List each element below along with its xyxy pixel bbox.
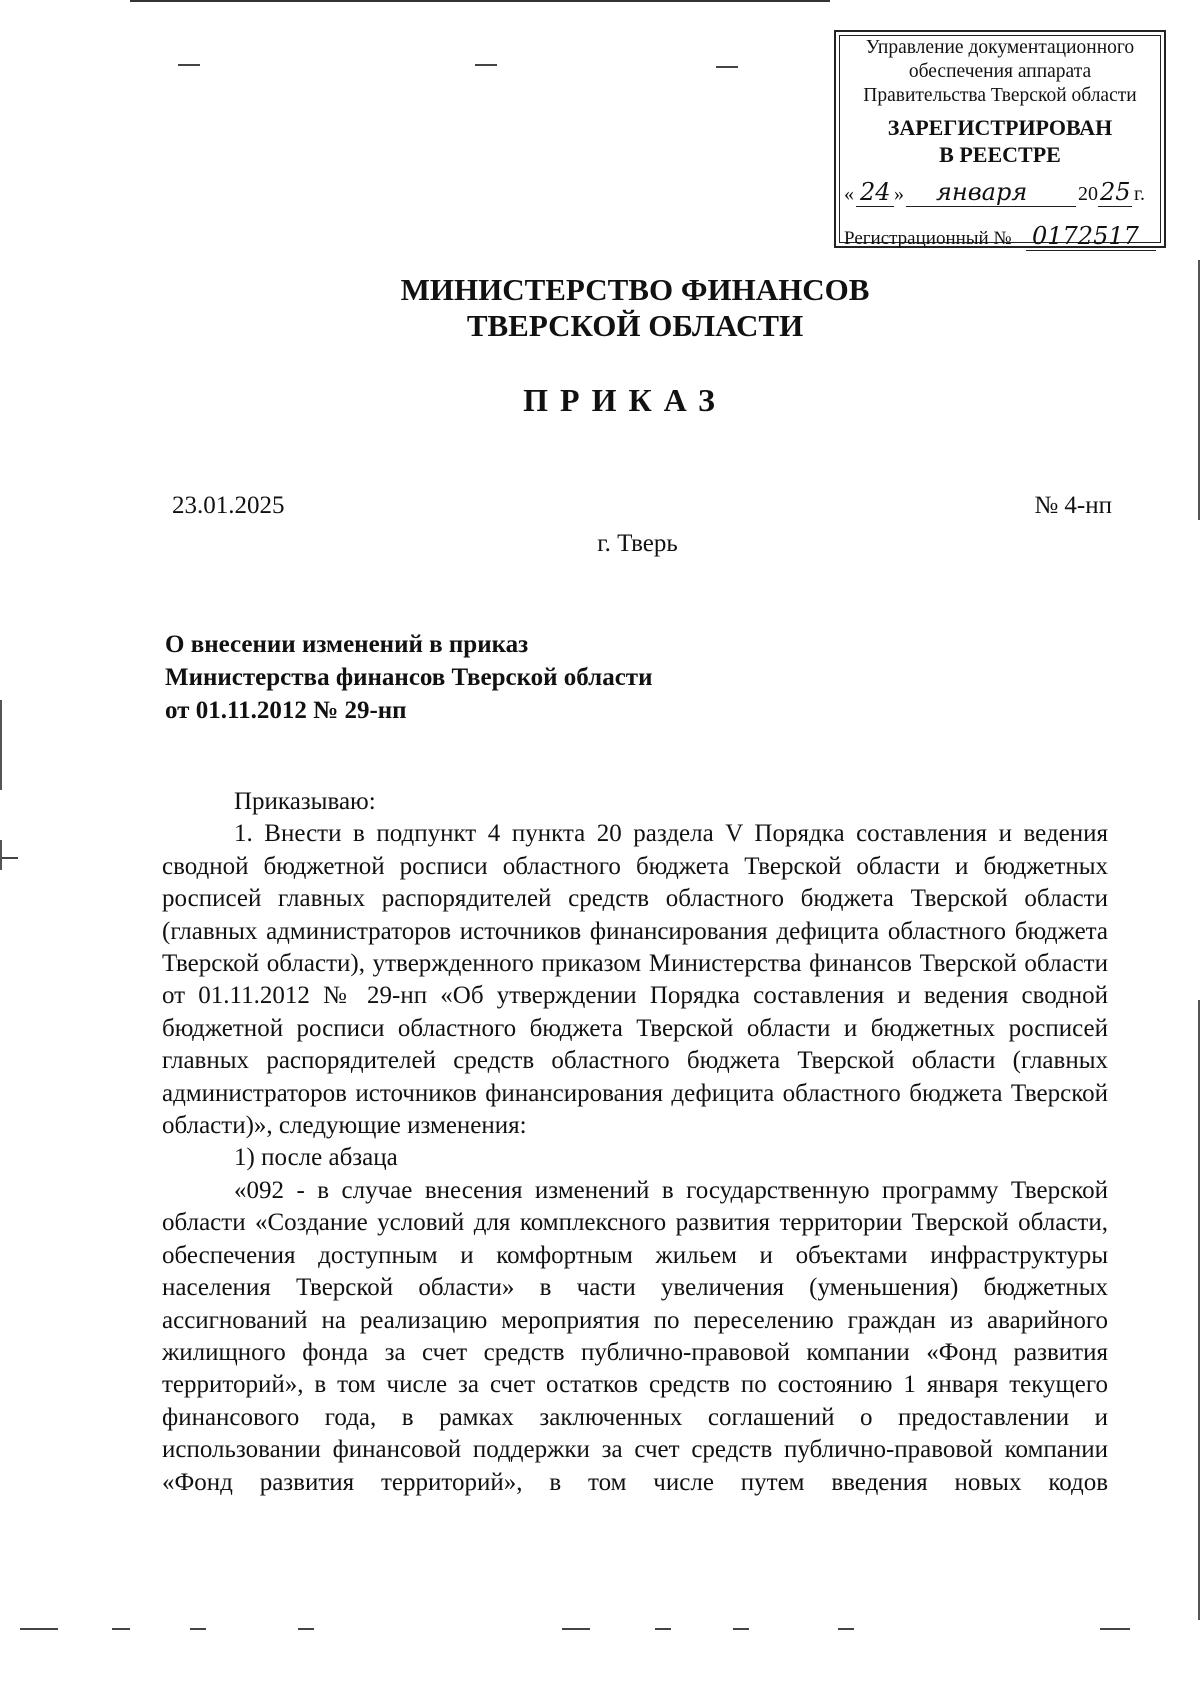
scan-mark: [716, 66, 738, 68]
stamp-number-underline: [1026, 250, 1156, 251]
registration-stamp: [834, 30, 1166, 248]
document-city: г. Тверь: [597, 530, 678, 557]
stamp-date-year-suffix: 25: [1100, 178, 1131, 206]
scan-mark: [298, 1628, 314, 1630]
stamp-org-line: Правительства Тверской области: [863, 85, 1137, 106]
body-paragraph-1: 1. Внести в подпункт 4 пункта 20 раздела V Порядка составления и ведения сводной бюджетной росписи областного бюджета Тверской области и бюджетных росписей главных распорядителей средств областного бюджета Тверской области (главных администраторов источников финансирования дефицита областного бюджета Тверской области), утвержденного приказом Министерства финансов Тверской области от 01.11.2012 № 29-нп «Об утверждении Порядка составления и ведения сводной бюджетной росписи областного бюджета Тверской области и бюджетных росписей главных распорядителей средств областного бюджета Тверской области (главных администраторов источников финансирования дефицита областного бюджета Тверской области)», следующие изменения:: [162, 820, 1108, 1140]
scan-mark: [20, 1628, 58, 1630]
subject-line: от 01.11.2012 № 29-нп: [165, 697, 407, 724]
body-paragraph-3: «092 - в случае внесения изменений в государственную программу Тверской области «Создание условий для комплексного развития территории Тверской области, обеспечения доступным и комфортным жильем и объектами инфраструктуры населения Тверской области» в части увеличения (уменьшения) бюджетных ассигнований на реализацию мероприятия по переселению граждан из аварийного жилищного фонда за счет средств публично-правовой компании «Фонд развития территорий», в том числе за счет остатков средств по состоянию 1 января текущего финансового года, в рамках заключенных соглашений о предоставлении и использовании финансовой поддержки за счет средств публично-правовой компании «Фонд развития территорий», в том числе путем введения новых кодов: [162, 1176, 1108, 1496]
stamp-date-quote-close: »: [894, 183, 904, 205]
scan-edge-line: [130, 0, 830, 2]
ministry-title-line: ТВЕРСКОЙ ОБЛАСТИ: [466, 308, 804, 343]
scan-mark: [2, 857, 18, 859]
scan-mark: [190, 1628, 206, 1630]
scan-mark: [838, 1628, 854, 1630]
scan-mark: [655, 1628, 671, 1630]
stamp-org-line: обеспечения аппарата: [908, 61, 1092, 82]
scan-edge-left: [0, 700, 2, 790]
stamp-reg-label: Регистрационный №: [844, 228, 1012, 249]
stamp-date-day: 24: [860, 178, 891, 206]
stamp-org-line: Управление документационного: [865, 37, 1135, 58]
body-intro: Приказываю:: [234, 788, 376, 815]
stamp-registered-title: [836, 114, 1164, 168]
scan-mark: [1100, 1628, 1130, 1630]
scan-mark: [733, 1628, 749, 1630]
subject-line: Министерства финансов Тверской области: [165, 664, 653, 691]
scan-mark: [562, 1628, 590, 1630]
scan-mark: [178, 64, 200, 66]
stamp-reg-number: 0172517: [1032, 222, 1139, 250]
stamp-date-underline: [1098, 206, 1132, 207]
stamp-date-underline: [856, 206, 894, 207]
stamp-date-month: января: [936, 178, 1028, 206]
document-body: [162, 786, 1108, 1499]
ministry-title: [70, 272, 1200, 344]
stamp-registered-line: В РЕЕСТРЕ: [939, 142, 1061, 167]
stamp-date-underline: [906, 206, 1076, 207]
scan-mark: [475, 64, 497, 66]
stamp-date-quote-open: «: [844, 183, 854, 205]
stamp-registered-line: ЗАРЕГИСТРИРОВАН: [887, 115, 1113, 140]
ministry-title-line: МИНИСТЕРСТВО ФИНАНСОВ: [400, 272, 870, 307]
document-number: № 4-нп: [1034, 492, 1112, 519]
stamp-number-row: [844, 222, 1156, 252]
subject-line: О внесении изменений в приказ: [165, 631, 529, 658]
document-date: 23.01.2025: [172, 492, 285, 519]
stamp-date-row: [844, 178, 1156, 208]
body-paragraph-2: 1) после абзаца: [234, 1144, 398, 1172]
scan-mark: [112, 1628, 130, 1630]
stamp-date-year-prefix: 20: [1078, 183, 1098, 205]
scan-edge-left: [0, 840, 2, 870]
stamp-organization: [836, 36, 1164, 108]
stamp-date-year-g: г.: [1134, 183, 1145, 205]
document-type-title: ПРИКАЗ: [523, 382, 727, 418]
document-subject: [165, 628, 653, 727]
